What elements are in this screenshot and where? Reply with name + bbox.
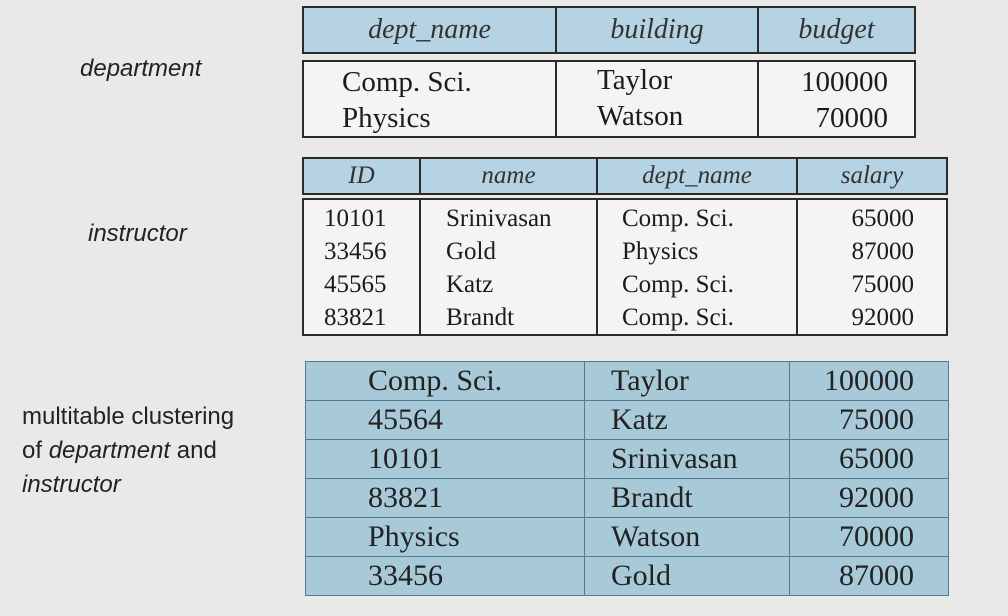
cell: 75000 bbox=[790, 401, 949, 440]
cell: 33456 bbox=[306, 557, 585, 596]
cell: 83821 bbox=[306, 479, 585, 518]
cell: Taylor bbox=[585, 362, 790, 401]
salary-column bbox=[797, 199, 947, 335]
header-building: building bbox=[556, 7, 758, 53]
cell: 75000 bbox=[851, 271, 914, 298]
cell: Physics bbox=[306, 518, 585, 557]
cell: Brandt bbox=[585, 479, 790, 518]
cell: 87000 bbox=[851, 238, 914, 265]
department-header bbox=[302, 6, 916, 54]
instructor-table bbox=[302, 198, 948, 336]
cell: Katz bbox=[585, 401, 790, 440]
name-column bbox=[420, 199, 597, 335]
cell: 100000 bbox=[790, 362, 949, 401]
cell: 87000 bbox=[790, 557, 949, 596]
table-row bbox=[306, 479, 949, 518]
cell: Comp. Sci. bbox=[342, 66, 472, 98]
cell: 10101 bbox=[324, 205, 387, 232]
header-salary: salary bbox=[797, 158, 947, 194]
cell: Comp. Sci. bbox=[622, 304, 734, 331]
id-column bbox=[303, 199, 420, 335]
header-id: ID bbox=[303, 158, 420, 194]
cell: Taylor bbox=[597, 64, 673, 96]
cell: 45565 bbox=[324, 271, 387, 298]
budget-column bbox=[758, 61, 915, 137]
cell: 10101 bbox=[306, 440, 585, 479]
header-dept-name: dept_name bbox=[597, 158, 797, 194]
cell: 65000 bbox=[851, 205, 914, 232]
cell: 65000 bbox=[790, 440, 949, 479]
department-table bbox=[302, 60, 916, 138]
table-row bbox=[306, 518, 949, 557]
building-column bbox=[556, 61, 758, 137]
cell: Comp. Sci. bbox=[306, 362, 585, 401]
cell: 70000 bbox=[815, 102, 888, 134]
cluster-label: multitable clustering of department and instructor bbox=[22, 403, 235, 498]
cell: 70000 bbox=[790, 518, 949, 557]
dept-name-column bbox=[597, 199, 797, 335]
cell: Comp. Sci. bbox=[622, 205, 734, 232]
dept-name-column bbox=[303, 61, 556, 137]
instructor-header bbox=[302, 157, 948, 195]
cell: 92000 bbox=[790, 479, 949, 518]
cell: Physics bbox=[342, 102, 431, 134]
table-row bbox=[306, 401, 949, 440]
header-dept-name: dept_name bbox=[303, 7, 556, 53]
cell: 45564 bbox=[306, 401, 585, 440]
department-label: department bbox=[80, 55, 202, 82]
cluster-table bbox=[305, 361, 949, 596]
header-name: name bbox=[420, 158, 597, 194]
cell: Katz bbox=[446, 271, 494, 298]
cell: Srinivasan bbox=[446, 205, 552, 232]
table-row bbox=[306, 557, 949, 596]
header-budget: budget bbox=[758, 7, 915, 53]
cell: 92000 bbox=[851, 304, 914, 331]
cell: 33456 bbox=[324, 238, 387, 265]
cell: Srinivasan bbox=[585, 440, 790, 479]
table-row bbox=[306, 362, 949, 401]
cell: Comp. Sci. bbox=[622, 271, 734, 298]
cell: Watson bbox=[597, 100, 684, 132]
cell: Watson bbox=[585, 518, 790, 557]
cell: 83821 bbox=[324, 304, 387, 331]
cell: Gold bbox=[585, 557, 790, 596]
cell: Physics bbox=[622, 238, 699, 265]
cell: Brandt bbox=[446, 304, 515, 331]
instructor-label: instructor bbox=[88, 220, 187, 247]
cell: Gold bbox=[446, 238, 496, 265]
table-row bbox=[306, 440, 949, 479]
cell: 100000 bbox=[801, 66, 888, 98]
